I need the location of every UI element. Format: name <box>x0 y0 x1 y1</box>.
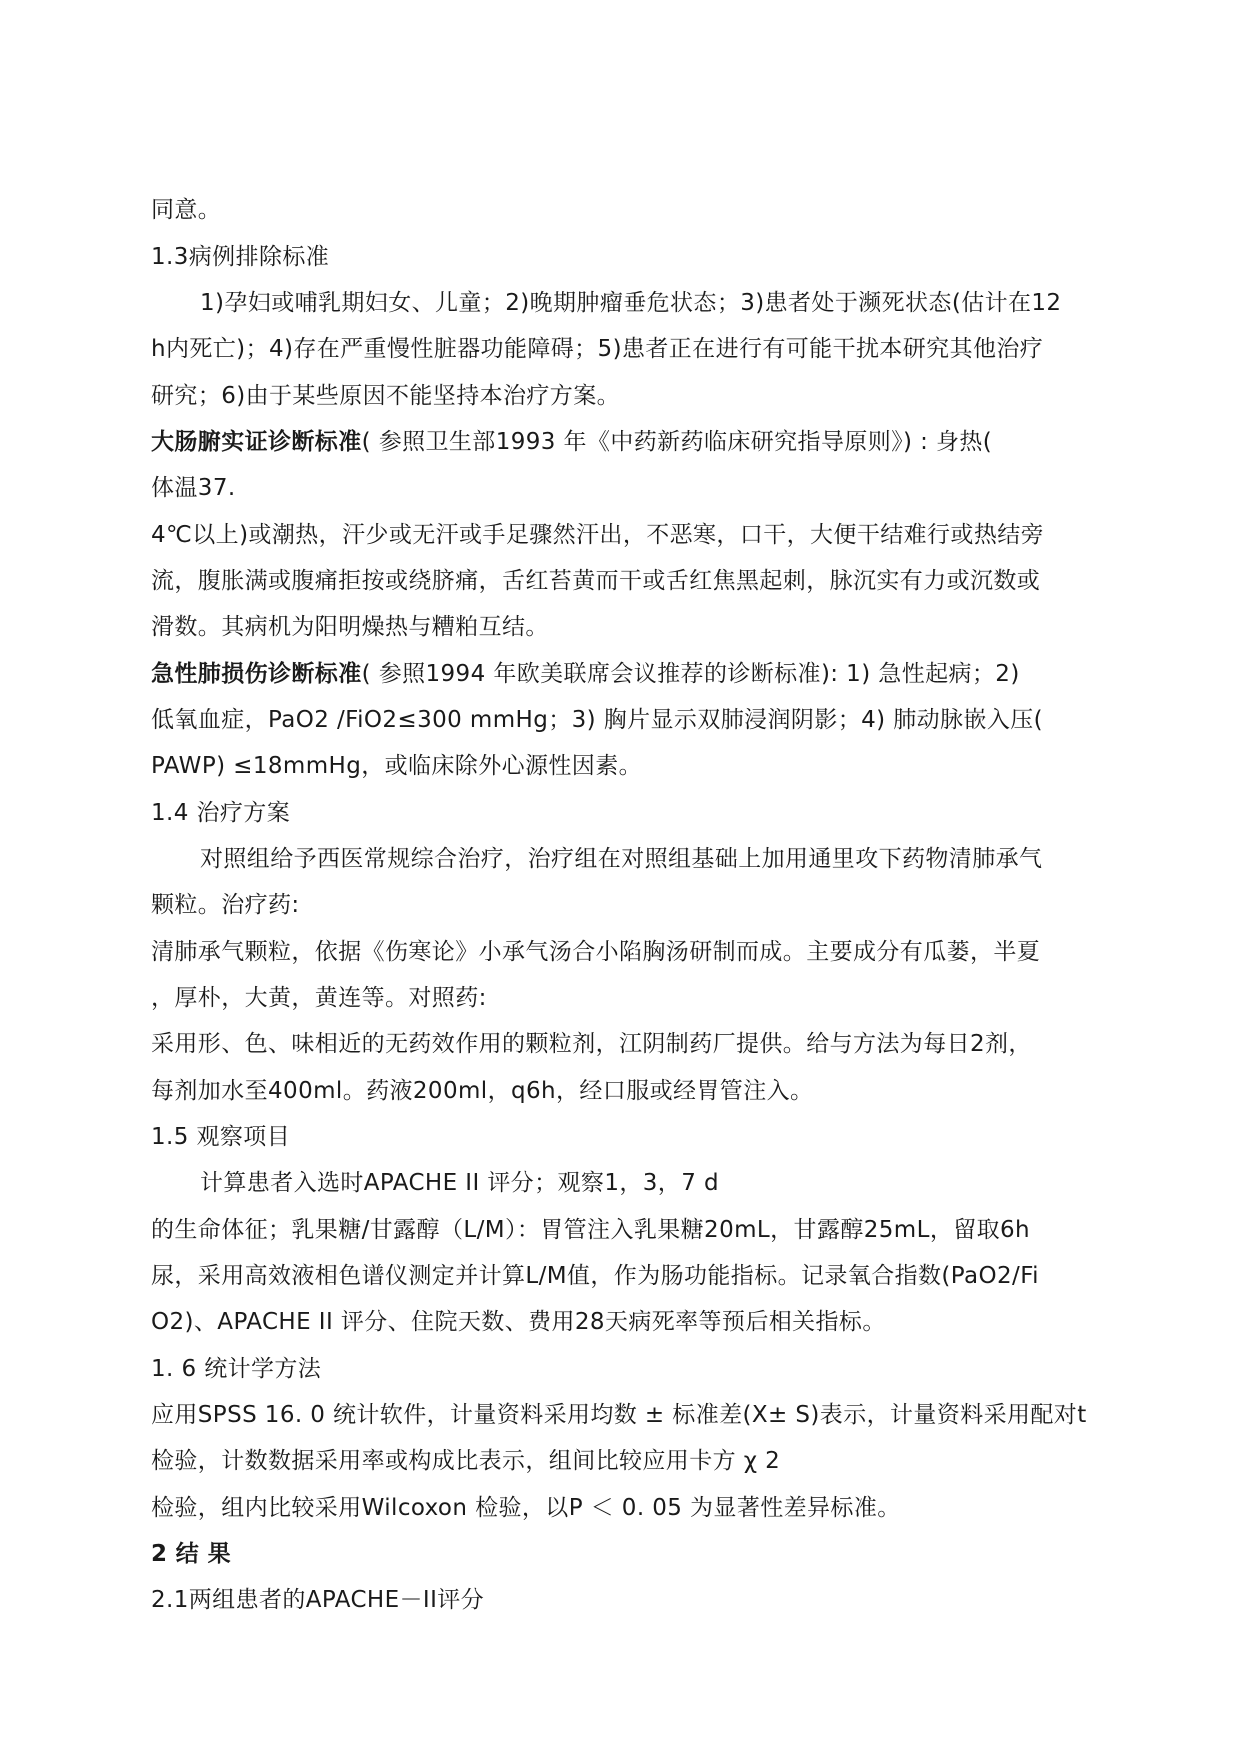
section-heading: 1.5 观察项目 <box>151 1124 291 1150</box>
text-line: 4℃以上)或潮热，汗少或无汗或手足骤然汗出，不恶寒，口干，大便干结难行或热结旁 <box>151 522 1045 548</box>
text-line: 体温37. <box>151 475 236 501</box>
section-heading: 2 结 果 <box>151 1541 232 1567</box>
text-line: 尿，采用高效液相色谱仪测定并计算L/M值，作为肠功能指标。记录氧合指数(PaO2/Fi <box>151 1263 1039 1289</box>
text-line: 应用SPSS 16. 0 统计软件，计量资料采用均数 ± 标准差(X± S)表示，计量资料采用配对t <box>151 1402 1087 1428</box>
text-line: 急性肺损伤诊断标准( 参照1994 年欧美联席会议推荐的诊断标准): 1) 急性起病；2) <box>151 661 1020 687</box>
text-line: 采用形、色、味相近的无药效作用的颗粒剂，江阴制药厂提供。给与方法为每日2剂， <box>151 1031 1032 1057</box>
text-line: 每剂加水至400ml。药液200ml，q6h，经口服或经胃管注入。 <box>151 1078 814 1104</box>
text-line: 低氧血症，PaO2 /FiO2≤300 mmHg；3) 胸片显示双肺浸润阴影；4) 肺动脉嵌入压( <box>151 707 1044 733</box>
text-line: h内死亡)；4)存在严重慢性脏器功能障碍；5)患者正在进行有可能干扰本研究其他治疗 <box>151 336 1044 362</box>
text-line: 计算患者入选时APACHE II 评分；观察1，3，7 d <box>200 1170 719 1196</box>
bold-label: 大肠腑实证诊断标准 <box>151 429 362 455</box>
text-line: 对照组给予西医常规综合治疗，治疗组在对照组基础上加用通里攻下药物清肺承气 <box>200 846 1043 872</box>
section-heading: 1.3病例排除标准 <box>151 244 330 270</box>
text-line: PAWP) ≤18mmHg，或临床除外心源性因素。 <box>151 753 643 779</box>
text-line: 同意。 <box>151 197 222 223</box>
text-line: O2)、APACHE II 评分、住院天数、费用28天病死率等预后相关指标。 <box>151 1309 886 1335</box>
text-line: 检验，计数数据采用率或构成比表示，组间比较应用卡方 χ 2 <box>151 1448 781 1474</box>
section-heading: 2.1两组患者的APACHE－II评分 <box>151 1587 485 1613</box>
text-line: 颗粒。治疗药: <box>151 892 300 918</box>
text-line: 大肠腑实证诊断标准( 参照卫生部1993 年《中药新药临床研究指导原则》) : 身热( <box>151 429 993 455</box>
bold-label: 急性肺损伤诊断标准 <box>151 661 362 687</box>
text-line: 1)孕妇或哺乳期妇女、儿童；2)晚期肿瘤垂危状态；3)患者处于濒死状态(估计在12 <box>200 290 1062 316</box>
section-heading: 1.4 治疗方案 <box>151 800 291 826</box>
text-line: 清肺承气颗粒，依据《伤寒论》小承气汤合小陷胸汤研制而成。主要成分有瓜蒌，半夏 <box>151 939 1041 965</box>
section-heading: 1. 6 统计学方法 <box>151 1356 322 1382</box>
text-line: 滑数。其病机为阳明燥热与糟粕互结。 <box>151 614 549 640</box>
text-line: ，厚朴，大黄，黄连等。对照药: <box>151 985 487 1011</box>
text-line: 检验，组内比较采用Wilcoxon 检验，以P ＜ 0. 05 为显著性差异标准。 <box>151 1495 901 1521</box>
text-line: 的生命体征；乳果糖/甘露醇（L/M）：胃管注入乳果糖20mL，甘露醇25mL，留取6h <box>151 1217 1031 1243</box>
text-line: 研究；6)由于某些原因不能坚持本治疗方案。 <box>151 383 621 409</box>
text-line: 流，腹胀满或腹痛拒按或绕脐痛，舌红苔黄而干或舌红焦黑起刺，脉沉实有力或沉数或 <box>151 568 1041 594</box>
